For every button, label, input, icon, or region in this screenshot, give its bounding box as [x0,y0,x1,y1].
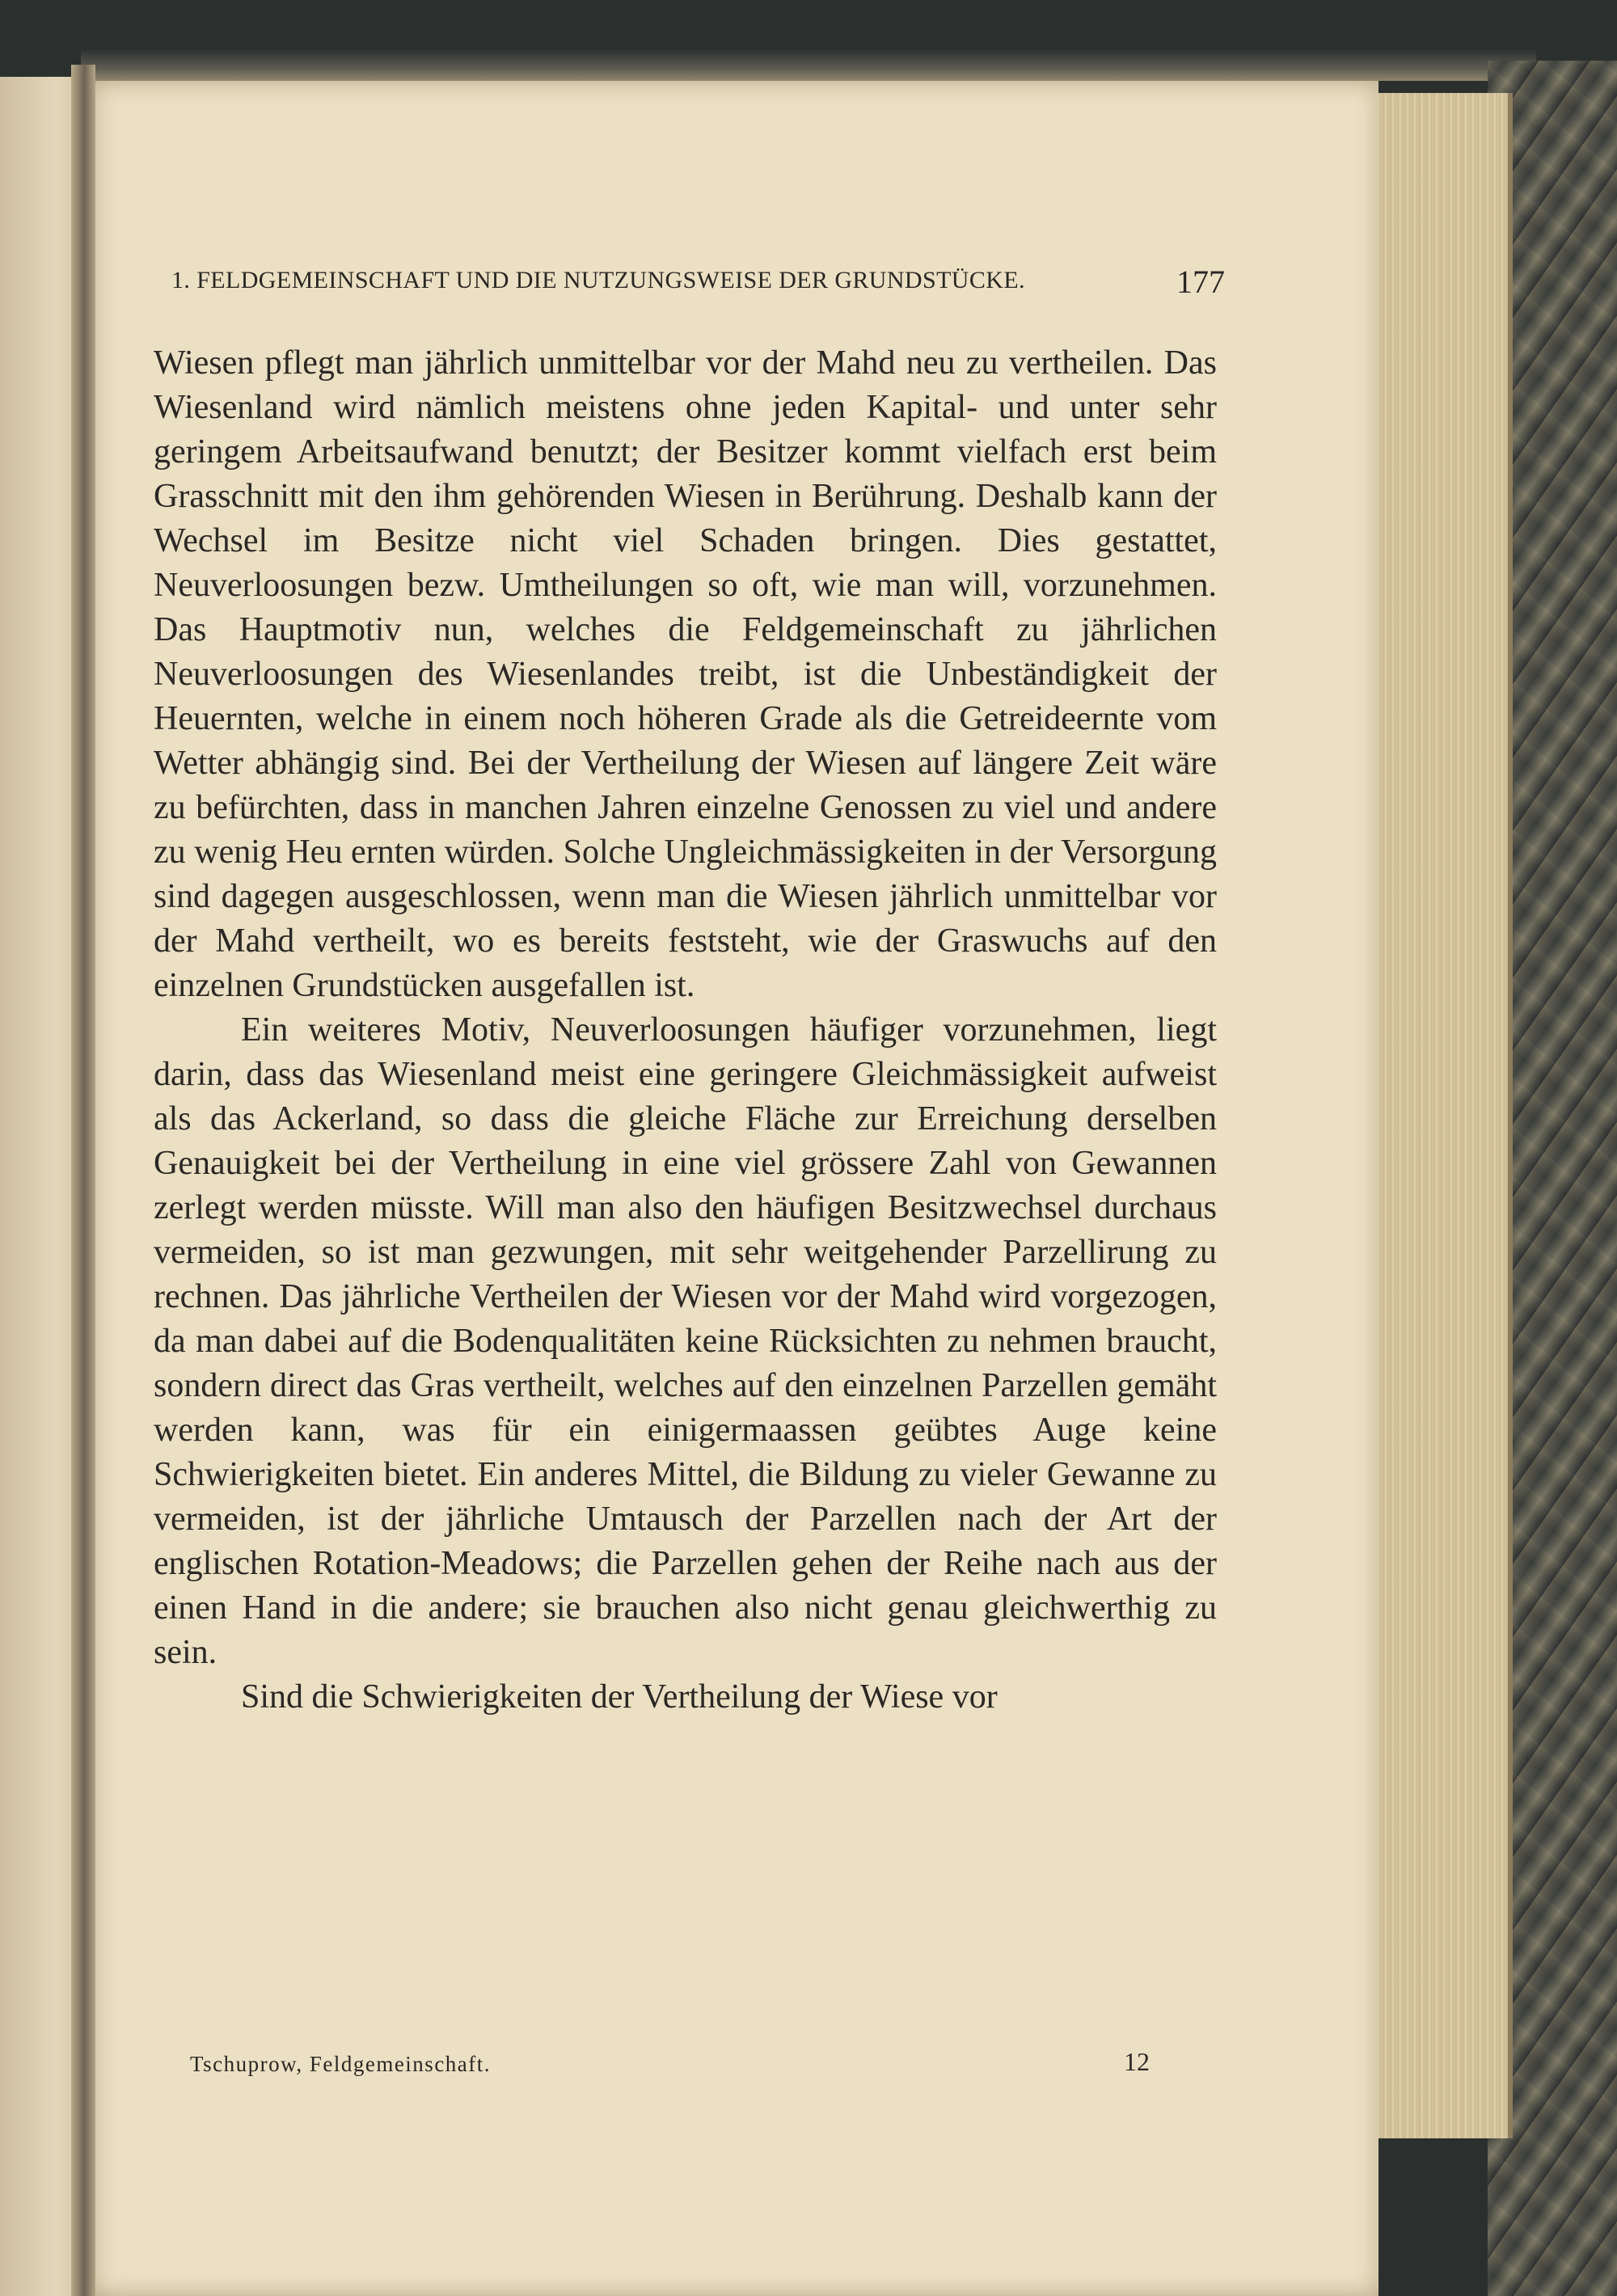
running-header: 1. FELDGEMEINSCHAFT UND DIE NUTZUNGSWEISE DER GRUNDSTÜCKE. [171,267,1025,293]
paragraph: Ein weiteres Motiv, Neuverloosungen häufiger vorzunehmen, liegt darin, dass das Wiesenland meist eine geringere Gleichmässigkeit aufweist als das Ackerland, so dass die gleiche Fläche zur Erreichung derselben Genauigkeit bei der Vertheilung in eine viel grössere Zahl von Gewannen zerlegt werden müsste. Will man also den häufigen Besitzwechsel durchaus vermeiden, so ist man gezwungen, mit sehr weitgehender Parzellirung zu rechnen. Das jährliche Vertheilen der Wiesen vor der Mahd wird vorgezogen, da man dabei auf die Bodenqualitäten keine Rücksichten zu nehmen braucht, sondern direct das Gras vertheilt, welches auf den einzelnen Parzellen gemäht werden kann, was für ein einigermaassen geübtes Auge keine Schwierigkeiten bietet. Ein anderes Mittel, die Bildung zu vieler Gewanne zu vermeiden, ist der jährliche Umtausch der Parzellen nach der Art der englischen Rotation-Meadows; die Parzellen gehen der Reihe nach aus der einen Hand in die andere; sie brauchen also nicht genau gleichwerthig zu sein. [154,1011,1217,1671]
paragraph: Wiesen pflegt man jährlich unmittelbar vor der Mahd neu zu vertheilen. Das Wiesenland wird nämlich meistens ohne jeden Kapital- und unter sehr geringem Arbeitsaufwand benutzt; der Besitzer kommt vielfach erst beim Grasschnitt mit den ihm gehörenden Wiesen in Berührung. Deshalb kann der Wechsel im Besitze nicht viel Schaden bringen. Dies gestattet, Neuverloosungen bezw. Umtheilungen so oft, wie man will, vorzunehmen. Das Hauptmotiv nun, welches die Feldgemeinschaft zu jährlichen Neuverloosungen des Wiesenlandes treibt, ist die Unbeständigkeit der Heuernten, welche in einem noch höheren Grade als die Getreideernte vom Wetter abhängig sind. Bei der Vertheilung der Wiesen auf längere Zeit wäre zu befürchten, dass in manchen Jahren einzelne Genossen zu viel und andere zu wenig Heu ernten würden. Solche Ungleichmässigkeiten in der Versorgung sind dagegen ausgeschlossen, wenn man die Wiesen jährlich unmittelbar vor der Mahd vertheilt, wo es bereits feststeht, wie der Graswuchs auf den einzelnen Grundstücken ausgefallen ist. [154,344,1217,1004]
book-gutter [71,65,95,2296]
book-page [81,81,1378,2296]
paragraph: Sind die Schwierigkeiten der Vertheilung der Wiese vor [241,1678,998,1716]
page-number: 177 [1176,264,1225,300]
page-edges [1366,93,1513,2138]
signature-mark: 12 [1124,2047,1150,2076]
left-page-edge [0,77,81,2296]
footer-author-title: Tschuprow, Feldgemeinschaft. [190,2052,492,2076]
book-top-edge [81,49,1536,81]
body-text [154,341,1217,1720]
